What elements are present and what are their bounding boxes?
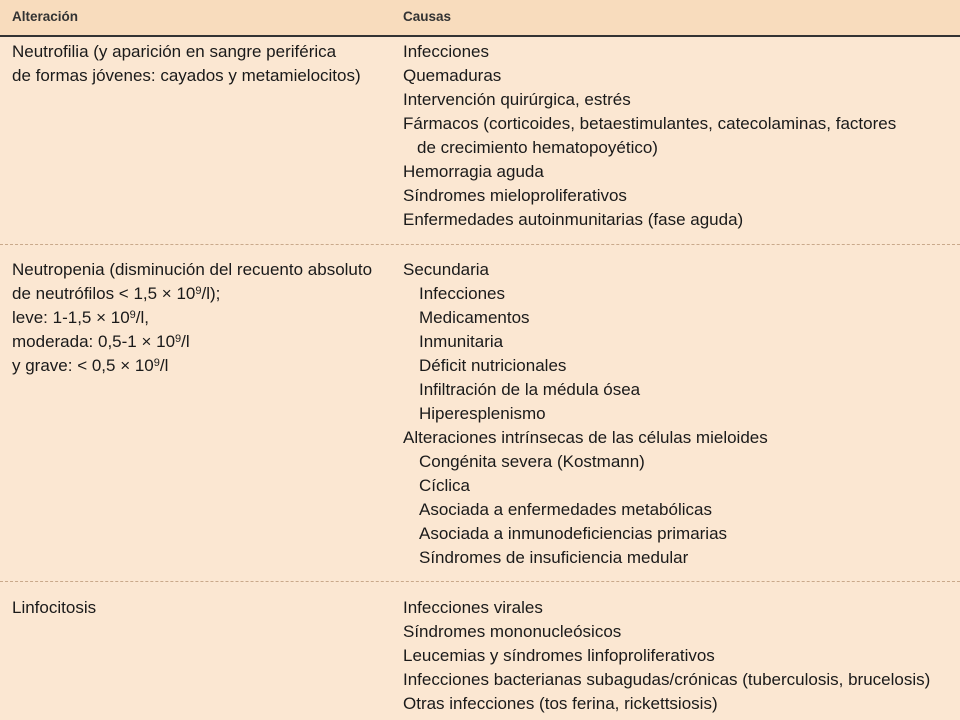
alteration-line: de neutrófilos < $1,5 \times 10^9/l$); xyxy=(12,284,221,303)
cause-item: Infecciones xyxy=(403,42,489,61)
cause-item: Leucemias y síndromes linfoproliferativos xyxy=(403,646,715,665)
row-neutropenia-alteration xyxy=(12,258,392,378)
header-causes: Causas xyxy=(403,9,452,24)
cause-item: Congénita severa (Kostmann) xyxy=(419,452,645,471)
header-alteration: Alteración xyxy=(12,9,79,24)
cause-item: Síndromes mononucleósicos xyxy=(403,622,622,641)
cause-item: Infiltración de la médula ósea xyxy=(419,380,641,399)
cause-item: Asociada a enfermedades metabólicas xyxy=(419,500,712,519)
cause-item: Infecciones xyxy=(419,284,505,303)
alteration-line: y grave: < $0,5 \times 10^9/l$ xyxy=(12,356,169,375)
cause-item: Hiperesplenismo xyxy=(419,404,546,423)
row-neutropenia-causes xyxy=(403,258,953,570)
alteration-line: leve: $1-1,5 \times 10^9/l$, xyxy=(12,308,150,327)
cause-item: Asociada a inmunodeficiencias primarias xyxy=(419,524,728,543)
row-linfocitosis-alteration xyxy=(12,596,392,620)
cause-item: Intervención quirúrgica, estrés xyxy=(403,90,631,109)
alteration-line: Neutropenia (disminución del recuento absoluto xyxy=(12,260,373,279)
row-neutrofilia-causes xyxy=(403,40,953,232)
alteration-line: Linfocitosis xyxy=(12,598,97,617)
row-neutrofilia-alteration xyxy=(12,40,392,88)
cause-item-continuation: de crecimiento hematopoyético) xyxy=(417,138,658,157)
cause-item: Inmunitaria xyxy=(419,332,504,351)
cause-item: Déficit nutricionales xyxy=(419,356,567,375)
row-linfocitosis-causes xyxy=(403,596,953,716)
table-header xyxy=(0,0,960,37)
cause-item: Síndromes mieloproliferativos xyxy=(403,186,627,205)
cause-item: Otras infecciones (tos ferina, rickettsiosis) xyxy=(403,694,718,713)
row-divider xyxy=(0,581,960,582)
cause-item: Quemaduras xyxy=(403,66,502,85)
row-divider xyxy=(0,244,960,245)
cause-item: Fármacos (corticoides, betaestimulantes, catecolaminas, factores xyxy=(403,114,897,133)
cause-item: Hemorragia aguda xyxy=(403,162,544,181)
alteration-line: de formas jóvenes: cayados y metamielocitos) xyxy=(12,66,361,85)
exponent: 9 xyxy=(175,333,182,345)
alteration-line: Neutrofilia (y aparición en sangre periférica xyxy=(12,42,337,61)
cause-item: Síndromes de insuficiencia medular xyxy=(419,548,689,567)
alteration-line: moderada: $0,5-1 \times 10^9/l$ xyxy=(12,332,190,351)
cause-item: Enfermedades autoinmunitarias (fase aguda) xyxy=(403,210,744,229)
cause-item: Cíclica xyxy=(419,476,471,495)
cause-group-heading: Secundaria xyxy=(403,260,490,279)
cause-group-heading: Alteraciones intrínsecas de las células mieloides xyxy=(403,428,768,447)
exponent: 9 xyxy=(195,285,202,297)
exponent: 9 xyxy=(129,309,136,321)
cause-item: Infecciones bacterianas subagudas/crónicas (tuberculosis, brucelosis) xyxy=(403,670,931,689)
exponent: 9 xyxy=(153,357,160,369)
cause-item: Infecciones virales xyxy=(403,598,543,617)
cause-item: Medicamentos xyxy=(419,308,530,327)
